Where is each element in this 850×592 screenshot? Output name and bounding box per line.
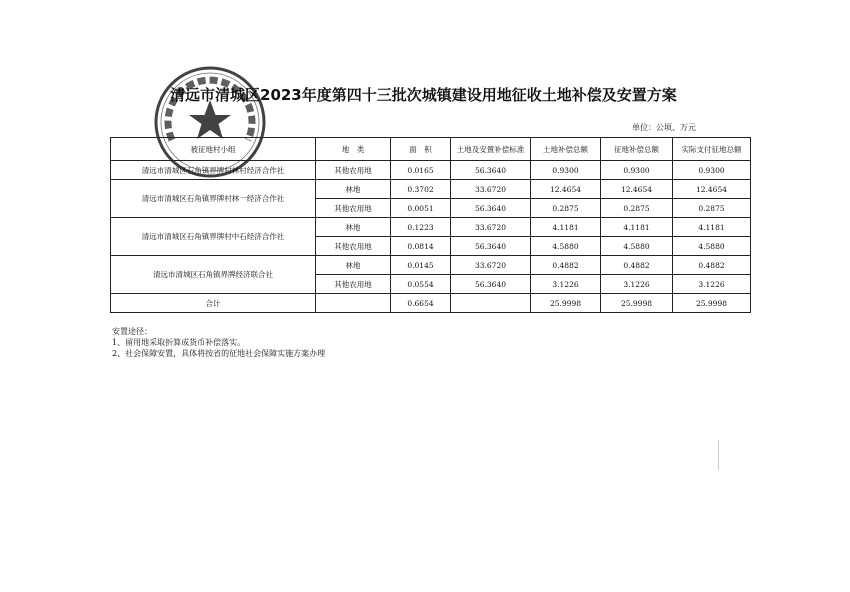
standard-cell: 56.3640 (451, 275, 531, 294)
land-compensation-cell: 12.4654 (531, 180, 601, 199)
total-compensation-cell: 0.4882 (601, 256, 673, 275)
total-actual-paid: 25.9998 (673, 294, 751, 313)
scan-mark (718, 440, 719, 470)
actual-paid-cell: 0.2875 (673, 199, 751, 218)
header-actual-paid: 实际支付征地总额 (673, 138, 751, 161)
land-type-cell: 其他农用地 (316, 161, 391, 180)
village-group-cell: 清远市清城区石角镇界牌村林一经济合作社 (111, 180, 316, 218)
land-compensation-cell: 0.2875 (531, 199, 601, 218)
header-standard: 土地及安置补偿标准 (451, 138, 531, 161)
land-compensation-cell: 4.5880 (531, 237, 601, 256)
area-cell: 0.3702 (391, 180, 451, 199)
village-group-cell: 清远市清城区石角镇界牌村林村经济合作社 (111, 161, 316, 180)
total-land-compensation: 25.9998 (531, 294, 601, 313)
standard-cell: 33.6720 (451, 180, 531, 199)
document-title: 清远市清城区2023年度第四十三批次城镇建设用地征收土地补偿及安置方案 (170, 86, 677, 104)
village-group-cell: 清远市清城区石角镇界牌经济联合社 (111, 256, 316, 294)
unit-label: 单位：公顷、万元 (632, 123, 696, 132)
standard-cell: 33.6720 (451, 256, 531, 275)
standard-cell: 56.3640 (451, 237, 531, 256)
area-cell: 0.0165 (391, 161, 451, 180)
land-type-cell: 林地 (316, 218, 391, 237)
empty-cell (451, 294, 531, 313)
notes-heading: 安置途径： (112, 327, 152, 336)
compensation-table (110, 137, 751, 313)
standard-cell: 56.3640 (451, 161, 531, 180)
resettlement-notes (112, 326, 325, 359)
land-compensation-cell: 3.1226 (531, 275, 601, 294)
village-group-cell: 清远市清城区石角镇界牌村中石经济合作社 (111, 218, 316, 256)
table-row (111, 161, 751, 180)
total-compensation-cell: 0.9300 (601, 161, 673, 180)
header-area: 面 积 (391, 138, 451, 161)
table-row (111, 218, 751, 237)
actual-paid-cell: 0.4882 (673, 256, 751, 275)
land-type-cell: 其他农用地 (316, 237, 391, 256)
note-item: 1、留用地采取折算成货币补偿落实。 (112, 338, 246, 347)
table-row (111, 256, 751, 275)
header-land-type: 地 类 (316, 138, 391, 161)
area-cell: 0.0814 (391, 237, 451, 256)
standard-cell: 56.3640 (451, 199, 531, 218)
land-compensation-cell: 4.1181 (531, 218, 601, 237)
total-area: 0.6654 (391, 294, 451, 313)
header-total-compensation: 征地补偿总额 (601, 138, 673, 161)
total-compensation-cell: 3.1226 (601, 275, 673, 294)
total-compensation-cell: 4.5880 (601, 237, 673, 256)
actual-paid-cell: 4.5880 (673, 237, 751, 256)
total-compensation-cell: 12.4654 (601, 180, 673, 199)
actual-paid-cell: 0.9300 (673, 161, 751, 180)
empty-cell (316, 294, 391, 313)
area-cell: 0.1223 (391, 218, 451, 237)
total-row (111, 294, 751, 313)
land-type-cell: 其他农用地 (316, 199, 391, 218)
land-compensation-cell: 0.4882 (531, 256, 601, 275)
land-type-cell: 林地 (316, 256, 391, 275)
area-cell: 0.0554 (391, 275, 451, 294)
land-type-cell: 其他农用地 (316, 275, 391, 294)
actual-paid-cell: 3.1226 (673, 275, 751, 294)
note-item: 2、社会保障安置，具体将按省的征地社会保障实施方案办理 (112, 349, 326, 358)
land-compensation-cell: 0.9300 (531, 161, 601, 180)
standard-cell: 33.6720 (451, 218, 531, 237)
header-village-group: 被征地村小组 (111, 138, 316, 161)
header-land-compensation: 土地补偿总额 (531, 138, 601, 161)
table-row (111, 180, 751, 199)
actual-paid-cell: 4.1181 (673, 218, 751, 237)
total-compensation-cell: 0.2875 (601, 199, 673, 218)
land-type-cell: 林地 (316, 180, 391, 199)
total-compensation: 25.9998 (601, 294, 673, 313)
area-cell: 0.0145 (391, 256, 451, 275)
area-cell: 0.0051 (391, 199, 451, 218)
table-header-row (111, 138, 751, 161)
actual-paid-cell: 12.4654 (673, 180, 751, 199)
total-compensation-cell: 4.1181 (601, 218, 673, 237)
total-label: 合计 (111, 294, 316, 313)
